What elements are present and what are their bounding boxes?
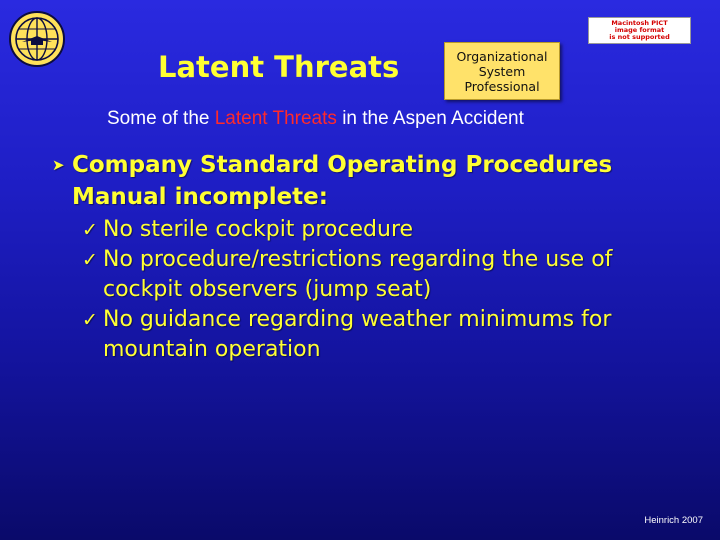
- checkmark-icon: ✓: [82, 309, 98, 331]
- globe-logo-icon: [8, 10, 66, 68]
- sub-bullet-item: [82, 305, 692, 365]
- sub-bullet-text: mountain operation: [103, 337, 321, 362]
- checkmark-icon: ✓: [82, 219, 98, 241]
- placeholder-line: Macintosh PICT: [611, 19, 668, 27]
- unsupported-image-placeholder: [588, 17, 691, 44]
- main-content: [52, 149, 692, 365]
- slide-title: Latent Threats: [158, 50, 400, 84]
- checkmark-icon: ✓: [82, 249, 98, 271]
- bullet-text-line: Manual incomplete:: [72, 184, 328, 210]
- sub-bullet-list: [52, 215, 692, 365]
- footer-credit: Heinrich 2007: [644, 515, 703, 526]
- placeholder-line: image format: [614, 26, 665, 34]
- placeholder-line: is not supported: [609, 33, 670, 41]
- badge-line: Professional: [464, 78, 540, 94]
- subtitle-prefix: Some of the: [107, 108, 215, 129]
- arrowhead-bullet-icon: ➤: [52, 156, 65, 174]
- main-bullet: [52, 149, 692, 213]
- slide-subtitle: [107, 108, 524, 130]
- sub-bullet-text: No guidance regarding weather minimums for: [103, 307, 612, 332]
- sub-bullet-text: No procedure/restrictions regarding the use of: [103, 247, 613, 272]
- sub-bullet-item: [82, 245, 692, 305]
- bullet-text-line: Company Standard Operating Procedures: [72, 152, 613, 178]
- badge-line: System: [478, 63, 526, 79]
- badge-line: Organizational: [456, 48, 548, 64]
- org-system-badge: [444, 42, 560, 100]
- sub-bullet-text: cockpit observers (jump seat): [103, 277, 432, 302]
- subtitle-highlight: Latent Threats: [214, 108, 337, 129]
- sub-bullet-text: No sterile cockpit procedure: [103, 217, 414, 242]
- sub-bullet-item: [82, 215, 692, 245]
- subtitle-suffix: in the Aspen Accident: [336, 108, 524, 129]
